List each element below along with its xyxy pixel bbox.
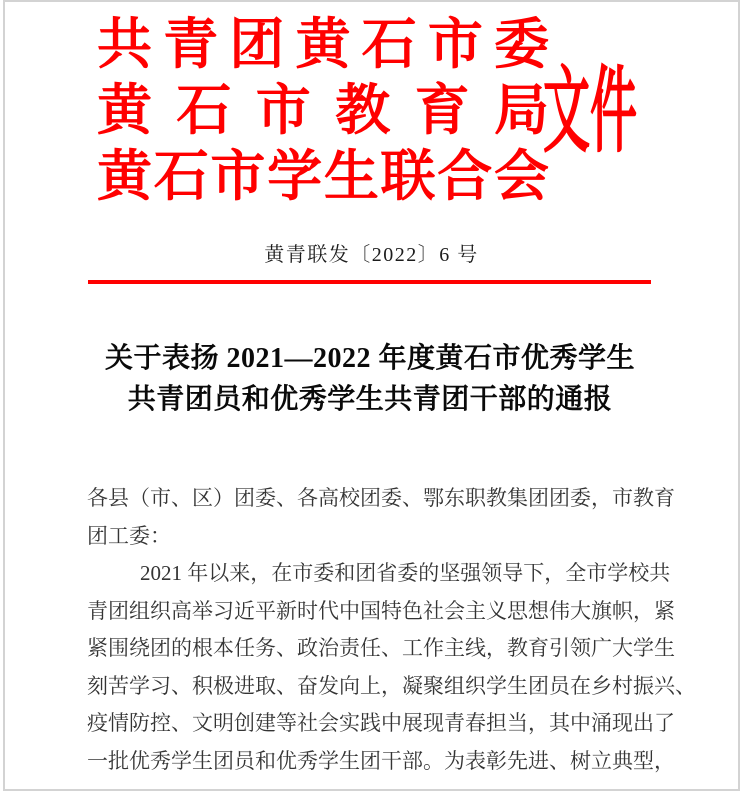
- doc-type-label: 文件: [543, 60, 638, 164]
- letterhead-org-line-3: 黄石市学生联合会: [97, 146, 549, 207]
- document-page: [3, 0, 740, 791]
- body-line: 紧围绕团的根本任务、政治责任、工作主线，教育引领广大学生: [87, 636, 675, 660]
- body-line: 2021 年以来，在市委和团省委的坚强领导下，全市学校共: [140, 561, 671, 585]
- body-line-salutation: 各县（市、区）团委、各高校团委、鄂东职教集团团委，市教育: [87, 486, 675, 510]
- body-line: 刻苦学习、积极进取、奋发向上，凝聚组织学生团员在乡村振兴、: [87, 673, 696, 698]
- reference-number: 黄青联发〔2022〕6 号: [264, 244, 479, 266]
- letterhead-org-line-1: 共青团黄石市委: [97, 14, 549, 75]
- letterhead: [97, 12, 549, 210]
- body-line-salutation-end: 团工委：: [87, 523, 171, 548]
- body-line: 疫情防控、文明创建等社会实践中展现青春担当，其中涌现出了: [87, 711, 675, 735]
- body-line: 一批优秀学生团员和优秀学生团干部。为表彰先进、树立典型，: [87, 748, 675, 773]
- letterhead-org-line-2: 黄石市教育局: [97, 80, 549, 141]
- document-body: [87, 480, 696, 780]
- red-separator-line: [88, 280, 651, 284]
- document-title-line-1: 关于表扬 2021—2022 年度黄石市优秀学生: [104, 343, 635, 374]
- document-title: [40, 338, 700, 420]
- document-title-line-2: 共青团员和优秀学生共青团干部的通报: [127, 384, 613, 415]
- body-line: 青团组织高举习近平新时代中国特色社会主义思想伟大旗帜，紧: [87, 598, 675, 623]
